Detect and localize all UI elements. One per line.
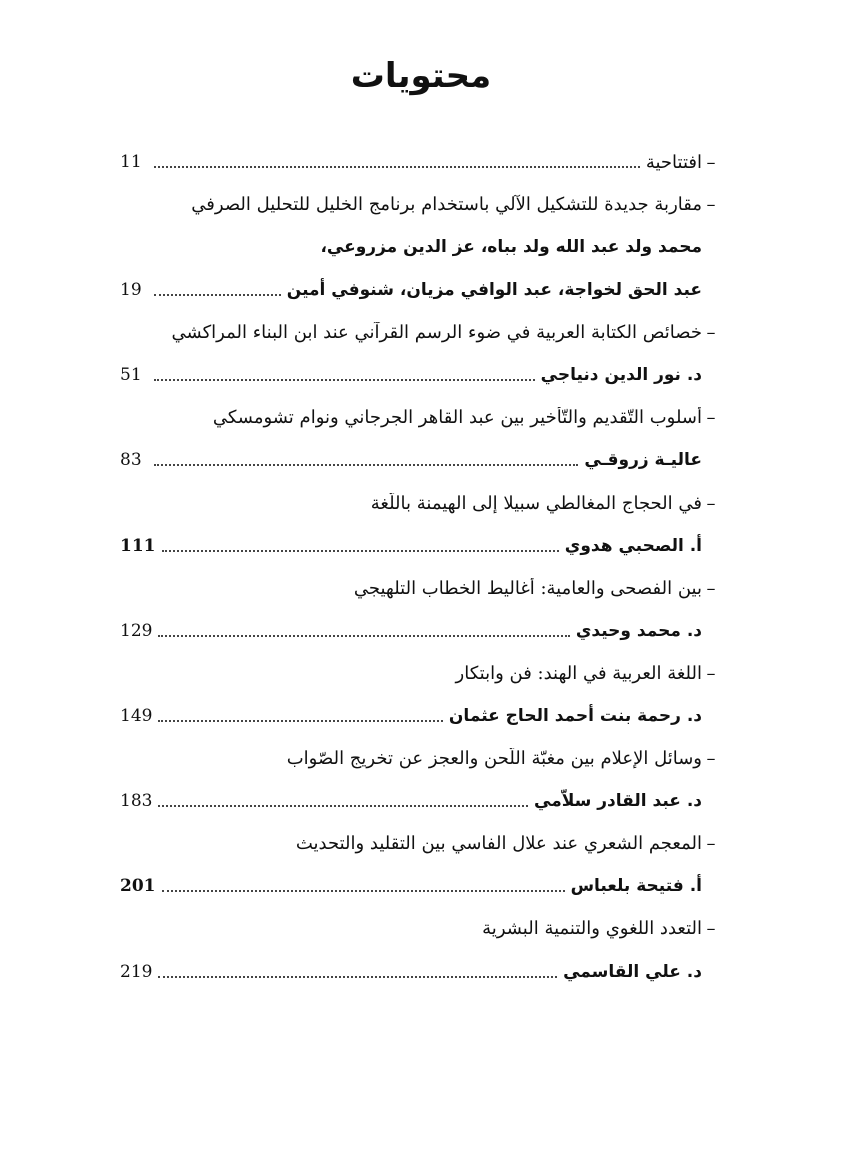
toc-entry-author: عاليـة زروقـي (584, 450, 702, 471)
dot-leader (158, 720, 442, 722)
toc-entry-author: أ. الصحبي هدوي (564, 535, 702, 556)
page-number: 183 (120, 791, 153, 812)
dot-leader (154, 294, 281, 296)
page-number: 219 (120, 961, 153, 982)
toc-entry-title-line (120, 482, 720, 525)
toc-entry-author-line (120, 524, 720, 567)
toc-entry-title: خصائص الكتابة العربية في ضوء الرسم القرآني عند ابن البناء المراكشي (171, 322, 702, 344)
toc-entry-author-line (120, 226, 720, 269)
dot-leader (154, 166, 640, 168)
toc-entry-author-line (120, 695, 720, 738)
page-number: 51 (120, 365, 142, 386)
page-number: 19 (120, 280, 142, 301)
page-number: 11 (120, 152, 142, 173)
toc-entry-title-line (120, 184, 720, 227)
toc-entry-author-line (120, 610, 720, 653)
toc-entry-author-line (120, 865, 720, 908)
toc-entry-author-line (120, 269, 720, 312)
page-number: 149 (120, 706, 153, 727)
dash-marker: – (706, 577, 716, 599)
dot-leader (154, 379, 535, 381)
toc-entry-author: محمد ولد عبد الله ولد بباه، عز الدين مزروعي، (320, 237, 702, 258)
dot-leader (162, 890, 565, 892)
toc-entry-title: في الحجاج المغالطي سبيلا إلى الهيمنة باللّغة (370, 492, 702, 514)
toc-entry-title: افتتاحية (645, 151, 702, 173)
page-number: 83 (120, 450, 142, 471)
toc-entry-title-line (120, 311, 720, 354)
toc-entry-author: د. محمد وحيدي (575, 620, 702, 641)
dash-marker: – (706, 151, 716, 173)
toc-entry-title: بين الفصحى والعامية: أغاليط الخطاب التلهيجي (353, 577, 702, 599)
dash-marker: – (706, 194, 716, 216)
toc-entry-author-line (120, 439, 720, 482)
dash-marker: – (706, 322, 716, 344)
page-number: 111 (120, 535, 156, 556)
toc-entry-title: المعجم الشعري عند علال الفاسي بين التقليد والتحديث (295, 833, 702, 855)
toc-entry-author-line (120, 354, 720, 397)
toc-entry-title-line (120, 908, 720, 951)
toc-entry-title-line (120, 567, 720, 610)
toc-entry-author: أ. فتيحة بلعباس (570, 876, 702, 897)
dot-leader (162, 550, 559, 552)
toc-entry-author: د. نور الدين دنياجي (540, 365, 702, 386)
toc-entry-title-line (120, 737, 720, 780)
dash-marker: – (706, 662, 716, 684)
toc-entry-title: اللغة العربية في الهند: فن وابتكار (455, 662, 702, 684)
dot-leader (158, 805, 528, 807)
dash-marker: – (706, 492, 716, 514)
page-number: 201 (120, 876, 156, 897)
dot-leader (158, 635, 569, 637)
toc-entry-author: د. رحمة بنت أحمد الحاج عثمان (448, 706, 702, 727)
toc-entry-author-line (120, 780, 720, 823)
toc-entry-title-line (120, 141, 720, 184)
page-number: 129 (120, 620, 153, 641)
toc-entry-title: التعدد اللغوي والتنمية البشرية (482, 918, 702, 940)
dash-marker: – (706, 833, 716, 855)
toc-entry-title: أسلوب التّقديم والتّأخير بين عبد القاهر الجرجاني ونوام تشومسكي (212, 407, 702, 429)
dash-marker: – (706, 407, 716, 429)
page-title: محتويات (350, 56, 492, 96)
table-of-contents (120, 141, 720, 993)
toc-entry-author: د. علي القاسمي (563, 961, 702, 982)
dash-marker: – (706, 748, 716, 770)
toc-entry-title-line (120, 397, 720, 440)
toc-entry-title: وسائل الإعلام بين مغبّة اللّحن والعجز عن تخريج الصّواب (286, 748, 702, 770)
toc-entry-author: د. عبد القادر سلاّمي (534, 791, 702, 812)
dash-marker: – (706, 918, 716, 940)
toc-entry-author-line (120, 950, 720, 993)
toc-entry-author: عبد الحق لخواجة، عبد الوافي مزيان، شنوفي أمين (286, 280, 702, 301)
toc-entry-title-line (120, 823, 720, 866)
toc-entry-title-line (120, 652, 720, 695)
toc-entry-title: مقاربة جديدة للتشكيل الآلي باستخدام برنامج الخليل للتحليل الصرفي (191, 194, 702, 216)
dot-leader (158, 976, 557, 978)
dot-leader (154, 464, 578, 466)
